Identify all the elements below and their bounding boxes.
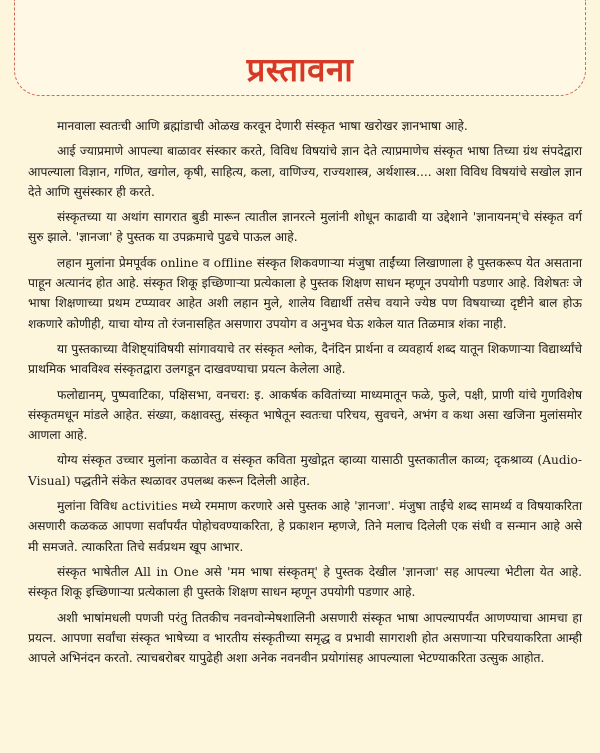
page-title: प्रस्तावना (246, 50, 354, 90)
paragraph-10: अशी भाषांमधली पणजी परंतु तितकीच नवनवोन्मेषशालिनी असणारी संस्कृत भाषा आपल्यापर्यंत आणण्याचा आमचा हा प्रयत्न. आपणा सर्वांचा संस्कृत भाषेच्या व भारतीय संस्कृतीच्या समृद्ध व प्रभावी सागराशी होत असणाऱ्या परिचयाकरिता आम्ही आपले अभिनंदन करतो. त्याचबरोबर यापुढेही अशा अनेक नवनवीन प्रयोगांसह आपल्याला भेटण्याकरिता उत्सुक आहोत. (28, 610, 582, 666)
paragraph-6: फलोद्यानम्, पुष्पवाटिका, पक्षिसभा, वनचरा: इ. आकर्षक कवितांच्या माध्यमातून फळे, फुले, पक्षी, प्राणी यांचे गुणविशेष संस्कृतमधून मांडले आहेत. संख्या, कक्षावस्तु, संस्कृत भाषेतून स्वतःचा परिचय, सुवचने, अभंग व कथा असा खजिना मुलांसमोर आणला आहे. (28, 387, 582, 443)
paragraph-3: संस्कृतच्या या अथांग सागरात बुडी मारून त्यातील ज्ञानरत्ने मुलांनी शोधून काढावी या उद्देशाने 'ज्ञानायनम्'चे संस्कृत वर्ग सुरु झाले. 'ज्ञानजा' हे पुस्तक या उपक्रमाचे पुढचे पाऊल आहे. (28, 210, 582, 245)
paragraph-7: योग्य संस्कृत उच्चार मुलांना कळावेत व संस्कृत कविता मुखोद्गत व्हाव्या यासाठी पुस्तकातील काव्य; दृकश्राव्य (Audio-Visual) पद्धतीने संकेत स्थळावर उपलब्ध करून दिलेली आहेत. (28, 453, 582, 488)
preface-body (28, 116, 582, 673)
paragraph-9: संस्कृत भाषेतील All in One असे 'मम भाषा संस्कृतम्' हे पुस्तक देखील 'ज्ञानजा' सह आपल्या भेटीला येत आहे. संस्कृत शिकू इच्छिणाऱ्या प्रत्येकाला ही पुस्तके शिक्षण साधन म्हणून उपयोगी पडणार आहे. (28, 564, 582, 600)
paragraph-8: मुलांना विविध activities मध्ये रममाण करणारे असे पुस्तक आहे 'ज्ञानजा'. मंजुषा ताईंचे शब्द सामर्थ्य व विषयाकरिता असणारी कळकळ आपणा सर्वांपर्यंत पोहोचवण्याकरिता, हे प्रकाशन म्हणजे, तिने मलाच दिलेली एक संधी व सन्मान आहे असे मी समजते. त्याकरिता तिचे सर्वप्रथम खूप आभार. (28, 499, 582, 554)
paragraph-5: या पुस्तकाच्या वैशिष्ट्यांविषयी सांगावयाचे तर संस्कृत श्लोक, दैनंदिन प्रार्थना व व्यवहार्य शब्द यातून शिकणाऱ्या विद्यार्थ्यांचे प्राथमिक भावविश्व संस्कृतद्वारा उलगडून दाखवण्याचा प्रयत्न केलेला आहे. (28, 341, 582, 377)
paragraph-1: मानवाला स्वतःची आणि ब्रह्मांडाची ओळख करवून देणारी संस्कृत भाषा खरोखर ज्ञानभाषा आहे. (57, 119, 468, 133)
paragraph-2: आई ज्याप्रमाणे आपल्या बाळावर संस्कार करते, विविध विषयांचे ज्ञान देते त्याप्रमाणेच संस्कृत भाषा तिच्या ग्रंथ संपदेद्वारा आपल्याला विज्ञान, गणित, खगोल, कृषी, साहित्य, कला, वाणिज्य, राज्यशास्त्र, अर्थशास्त्र.... अशा विविध विषयांचे सखोल ज्ञान देते आणि सुसंस्कार ही करते. (28, 144, 582, 199)
title-banner (14, 0, 586, 96)
paragraph-4: लहान मुलांना प्रेमपूर्वक online व offline संस्कृत शिकवणाऱ्या मंजुषा ताईंच्या लिखाणाला हे पुस्तकरूप येत असताना पाहून अत्यानंद होत आहे. संस्कृत शिकू इच्छिणाऱ्या प्रत्येकाला हे पुस्तक शिक्षण साधन म्हणून उपयोगी पडणार आहे. विशेषतः जे भाषा शिक्षणाच्या प्रथम टप्प्यावर आहेत अशी लहान मुले, शालेय विद्यार्थी तसेच वयाने ज्येष्ठ पण विषयाच्या दृष्टीने बाल होऊ शकणारे कोणीही, याचा योग्य तो रंजनासहित असणारा उपयोग व अनुभव घेऊ शकेल यात तिळमात्र शंका नाही. (28, 255, 582, 331)
